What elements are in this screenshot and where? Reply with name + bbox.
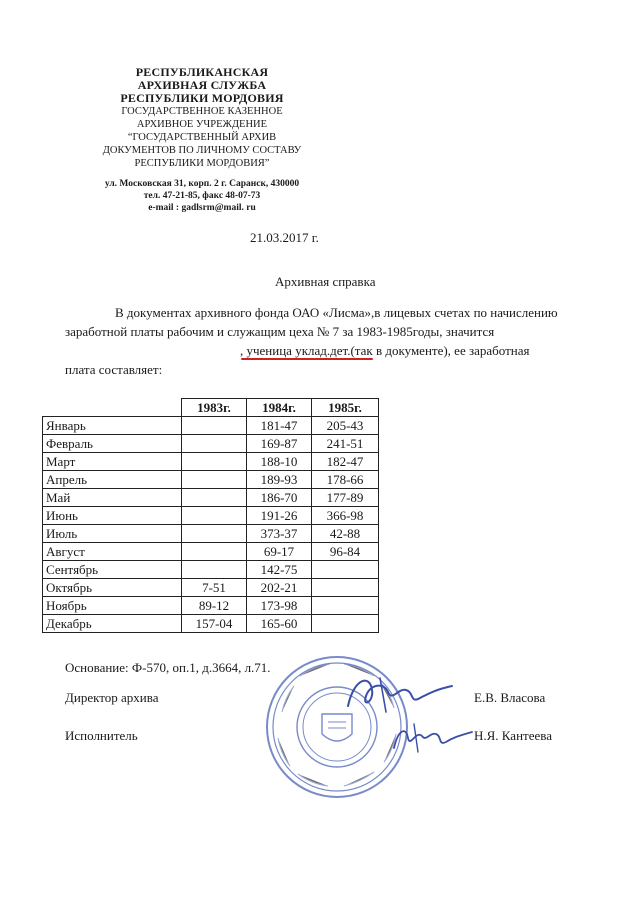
value-cell-1984: 181-47 [247, 417, 312, 435]
table-row [43, 489, 379, 507]
value-cell-1983 [182, 525, 247, 543]
table-row [43, 561, 379, 579]
value-cell-1984: 373-37 [247, 525, 312, 543]
body-line-3 [65, 341, 575, 360]
salary-table [42, 398, 379, 633]
body-line-3-prefix: , [240, 343, 244, 358]
value-cell-1985: 205-43 [312, 417, 379, 435]
table-row [43, 543, 379, 561]
header-cell-1985: 1985г. [312, 399, 379, 417]
address: ул. Московская 31, корп. 2 г. Саранск, 430000 [104, 179, 300, 189]
value-cell-1985: 182-47 [312, 453, 379, 471]
table-row [43, 471, 379, 489]
month-cell: Март [43, 453, 182, 471]
value-cell-1983 [182, 489, 247, 507]
month-cell: Декабрь [43, 615, 182, 633]
value-cell-1983 [182, 507, 247, 525]
value-cell-1983 [182, 471, 247, 489]
month-cell: Июль [43, 525, 182, 543]
table-row [43, 435, 379, 453]
basis-reference: Основание: Ф-570, оп.1, д.3664, л.71. [65, 660, 271, 675]
header-cell-empty [43, 399, 182, 417]
value-cell-1984: 186-70 [247, 489, 312, 507]
value-cell-1985 [312, 615, 379, 633]
inst-line-2: АРХИВНОЕ УЧРЕЖДЕНИЕ [136, 119, 268, 130]
table-body [43, 417, 379, 633]
value-cell-1984: 173-98 [247, 597, 312, 615]
email: e-mail : gadlsrm@mail. ru [148, 203, 256, 213]
phone: тел. 47-21-85, факс 48-07-73 [143, 191, 261, 201]
document-date: 21.03.2017 г. [250, 230, 319, 245]
body-line-4: плата составляет: [65, 362, 163, 377]
value-cell-1985 [312, 561, 379, 579]
value-cell-1985: 178-66 [312, 471, 379, 489]
value-cell-1984: 188-10 [247, 453, 312, 471]
inst-line-3: “ГОСУДАРСТВЕННЫЙ АРХИВ [127, 132, 277, 143]
value-cell-1985 [312, 579, 379, 597]
value-cell-1985 [312, 597, 379, 615]
director-label: Директор архива [65, 690, 159, 705]
inst-line-4: ДОКУМЕНТОВ ПО ЛИЧНОМУ СОСТАВУ [102, 145, 302, 156]
value-cell-1984: 69-17 [247, 543, 312, 561]
value-cell-1985: 241-51 [312, 435, 379, 453]
inst-line-1: ГОСУДАРСТВЕННОЕ КАЗЕННОЕ [121, 106, 283, 117]
value-cell-1983: 89-12 [182, 597, 247, 615]
value-cell-1983 [182, 435, 247, 453]
value-cell-1985: 42-88 [312, 525, 379, 543]
body-paragraph [65, 303, 575, 379]
highlighted-position: ученица уклад.дет.(так [246, 343, 373, 358]
month-cell: Сентябрь [43, 561, 182, 579]
table-row [43, 615, 379, 633]
value-cell-1983 [182, 543, 247, 561]
value-cell-1984: 189-93 [247, 471, 312, 489]
table-row [43, 525, 379, 543]
body-line-1 [65, 303, 575, 322]
org-line-3: РЕСПУБЛИКИ МОРДОВИЯ [120, 91, 284, 105]
value-cell-1983: 157-04 [182, 615, 247, 633]
value-cell-1983 [182, 453, 247, 471]
header-cell-1983: 1983г. [182, 399, 247, 417]
month-cell: Ноябрь [43, 597, 182, 615]
header-cell-1984: 1984г. [247, 399, 312, 417]
letterhead [92, 66, 312, 214]
month-cell: Февраль [43, 435, 182, 453]
inst-line-5: РЕСПУБЛИКИ МОРДОВИЯ” [134, 158, 270, 169]
value-cell-1984: 165-60 [247, 615, 312, 633]
value-cell-1984: 169-87 [247, 435, 312, 453]
table-row [43, 453, 379, 471]
body-line-2: заработной платы рабочим и служащим цеха № 7 за 1983-1985годы, значится [65, 324, 495, 339]
value-cell-1983 [182, 417, 247, 435]
value-cell-1983: 7-51 [182, 579, 247, 597]
value-cell-1983 [182, 561, 247, 579]
table-row [43, 597, 379, 615]
value-cell-1985: 366-98 [312, 507, 379, 525]
org-line-2: АРХИВНАЯ СЛУЖБА [137, 78, 267, 92]
director-signature-icon [340, 668, 460, 718]
body-line-1-text: В документах архивного фонда ОАО «Лисма»,в лицевых счетах по начислению [115, 305, 558, 320]
executor-label: Исполнитель [65, 728, 138, 743]
org-line-1: РЕСПУБЛИКАНСКАЯ [135, 65, 269, 79]
month-cell: Май [43, 489, 182, 507]
executor-name: Н.Я. Кантеева [474, 728, 552, 743]
value-cell-1984: 191-26 [247, 507, 312, 525]
month-cell: Октябрь [43, 579, 182, 597]
table-row [43, 579, 379, 597]
value-cell-1985: 177-89 [312, 489, 379, 507]
month-cell: Апрель [43, 471, 182, 489]
month-cell: Август [43, 543, 182, 561]
value-cell-1984: 142-75 [247, 561, 312, 579]
table-row [43, 507, 379, 525]
executor-signature-icon [388, 718, 478, 758]
director-name: Е.В. Власова [474, 690, 546, 705]
month-cell: Январь [43, 417, 182, 435]
month-cell: Июнь [43, 507, 182, 525]
table-row [43, 417, 379, 435]
document-title: Архивная справка [275, 274, 376, 289]
value-cell-1984: 202-21 [247, 579, 312, 597]
body-line-3-suffix: в документе), ее заработная [375, 343, 530, 358]
value-cell-1985: 96-84 [312, 543, 379, 561]
table-header-row [43, 399, 379, 417]
